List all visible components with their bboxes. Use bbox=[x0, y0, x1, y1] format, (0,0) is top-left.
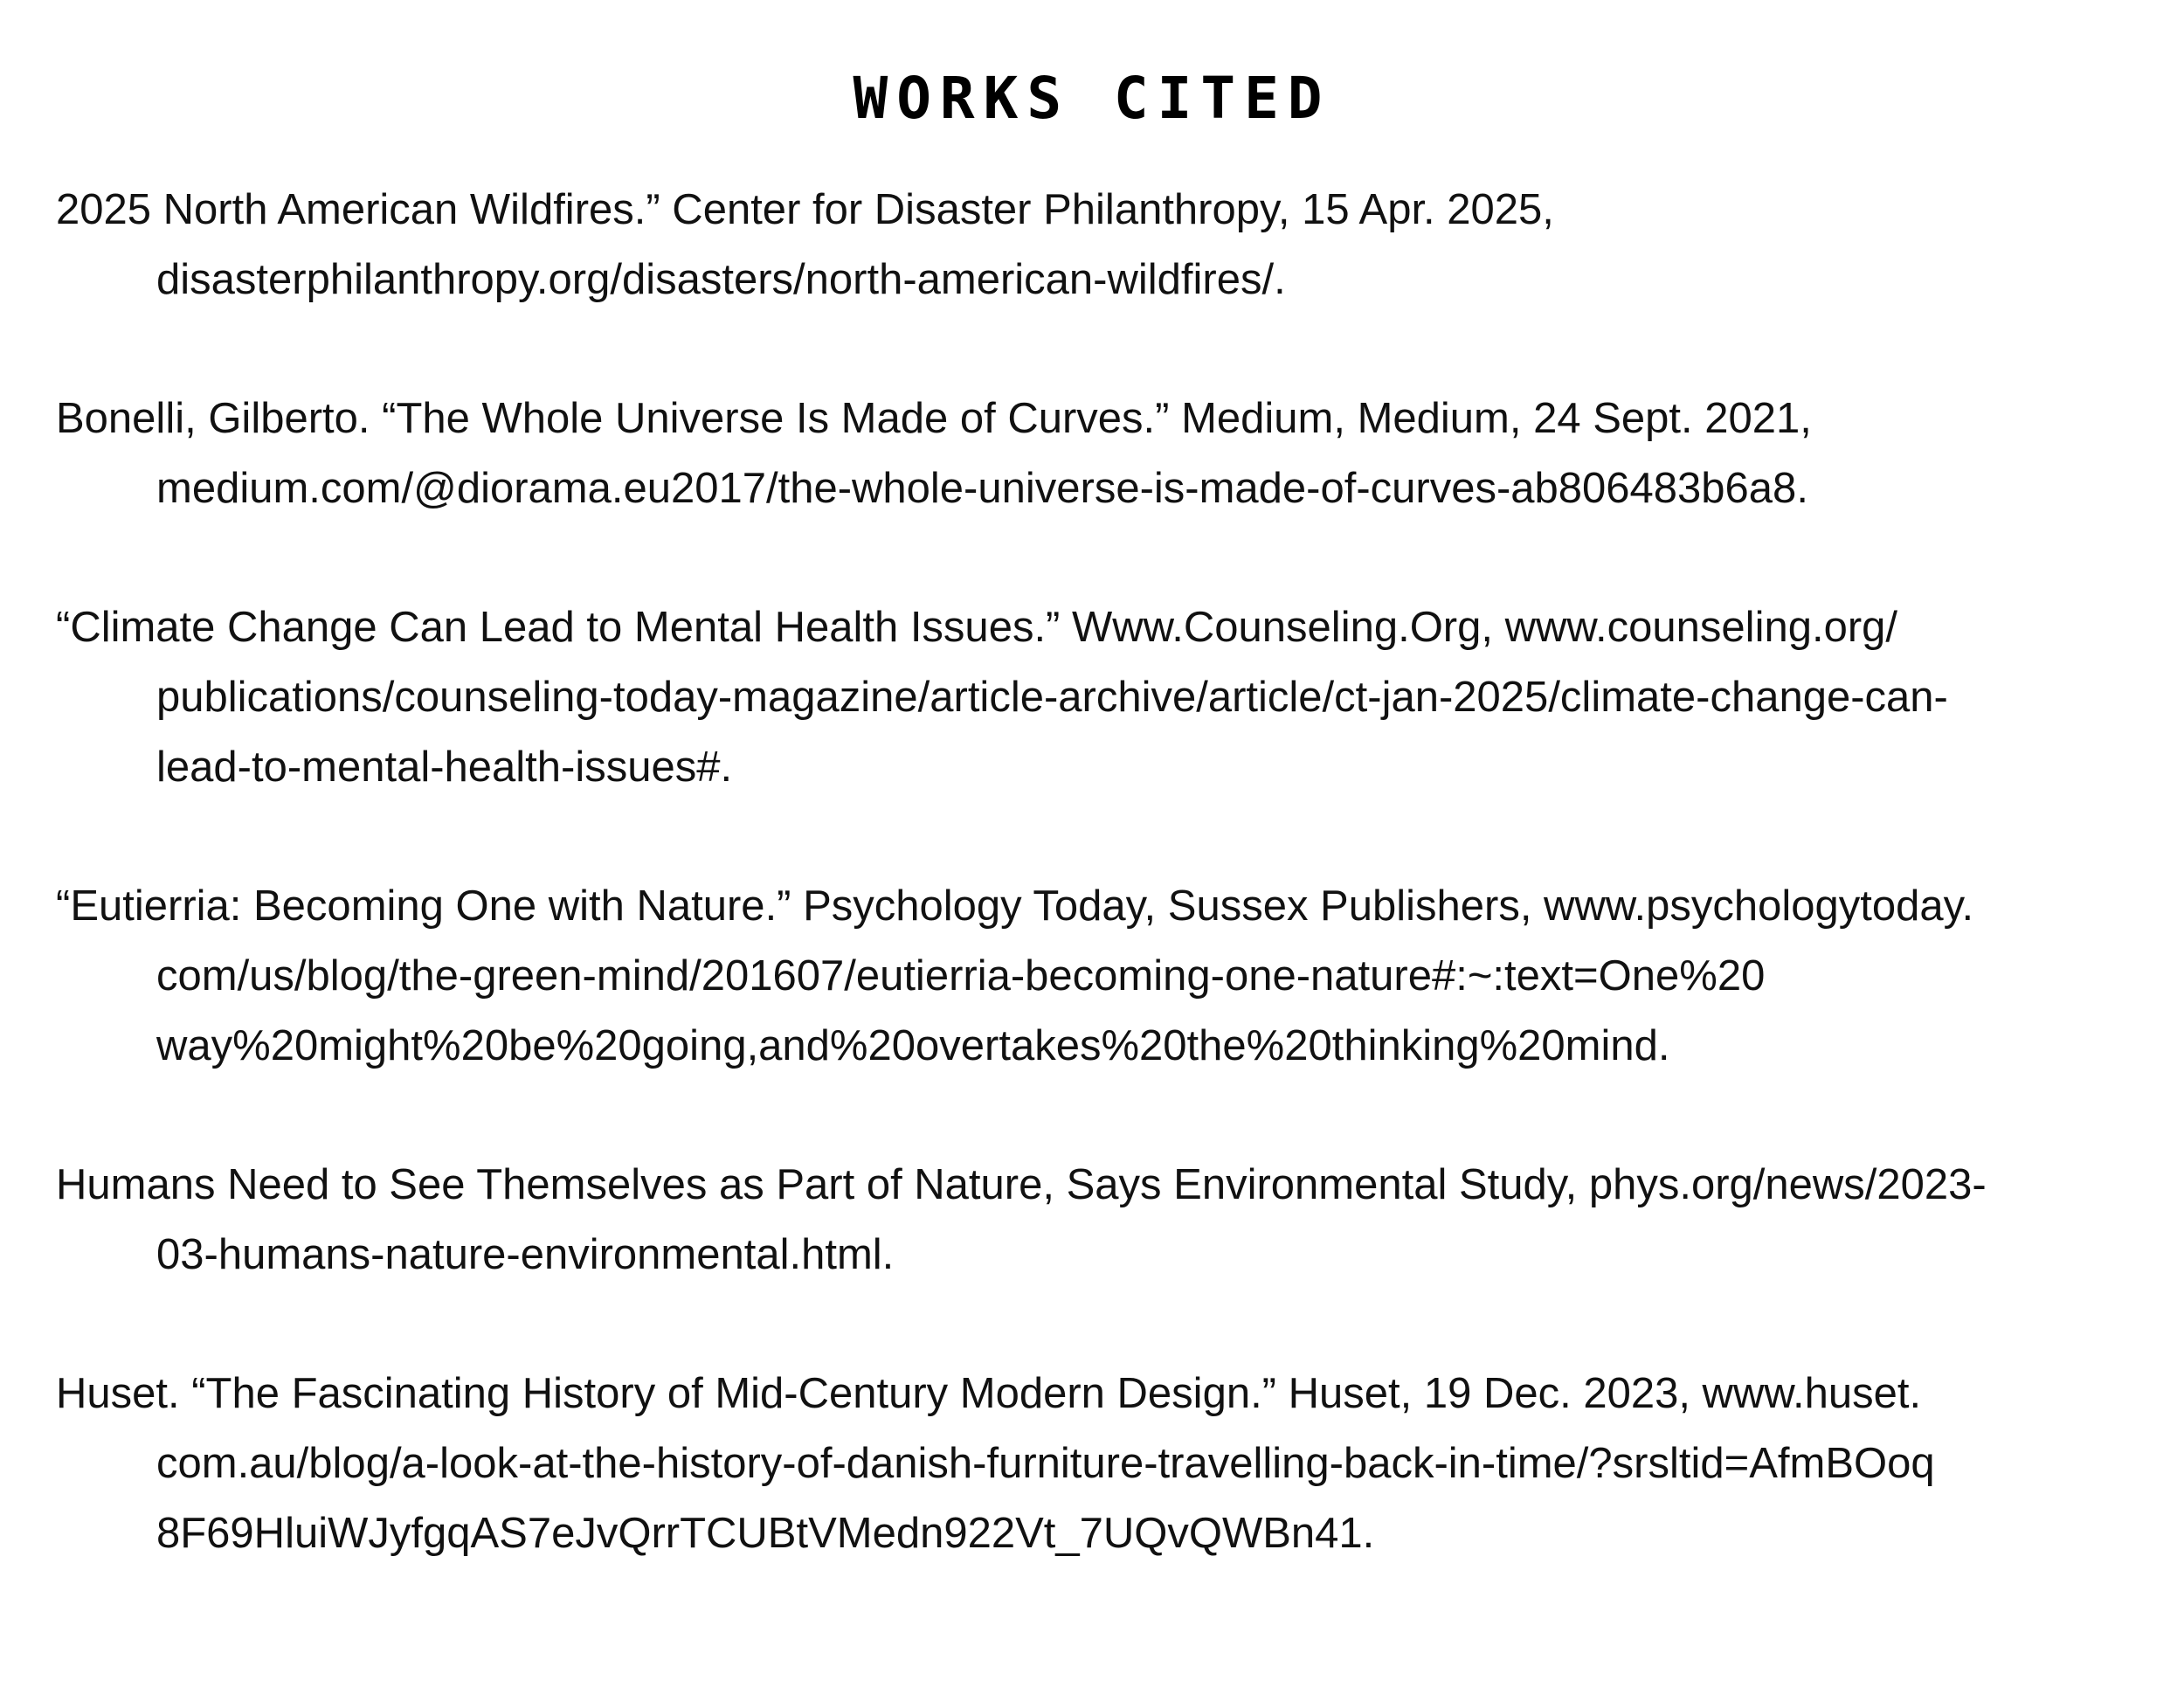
citation-list bbox=[56, 175, 2144, 1637]
citation-line: medium.com/@diorama.eu2017/the-whole-universe-is-made-of-curves-ab806483b6a8. bbox=[156, 465, 1808, 512]
citation-line: “Eutierria: Becoming One with Nature.” Psychology Today, Sussex Publishers, www.psychologytoday. bbox=[56, 882, 1974, 930]
citation-line: way%20might%20be%20going,and%20overtakes%20the%20thinking%20mind. bbox=[156, 1022, 1670, 1069]
citation-line: 2025 North American Wildfires.” Center for Disaster Philanthropy, 15 Apr. 2025, bbox=[56, 186, 1554, 233]
citation-entry bbox=[56, 592, 2144, 802]
citation-entry bbox=[56, 1359, 2144, 1568]
page-title: WORKS CITED bbox=[853, 65, 1331, 132]
citation-line: 8F69HluiWJyfgqAS7eJvQrrTCUBtVMedn922Vt_7UQvQWBn41. bbox=[156, 1510, 1375, 1557]
citation-entry bbox=[56, 871, 2144, 1081]
citation-line: com.au/blog/a-look-at-the-history-of-danish-furniture-travelling-back-in-time/?srsltid=AfmBOoq bbox=[156, 1440, 1935, 1487]
citation-line: disasterphilanthropy.org/disasters/north-american-wildfires/. bbox=[156, 256, 1286, 303]
citation-line: Huset. “The Fascinating History of Mid-Century Modern Design.” Huset, 19 Dec. 2023, www.huset. bbox=[56, 1370, 1922, 1417]
citation-entry bbox=[56, 1150, 2144, 1290]
citation-line: com/us/blog/the-green-mind/201607/eutierria-becoming-one-nature#:~:text=One%20 bbox=[156, 952, 1766, 1000]
citation-line: Bonelli, Gilberto. “The Whole Universe Is Made of Curves.” Medium, Medium, 24 Sept. 2021, bbox=[56, 395, 1812, 442]
citation-entry bbox=[56, 384, 2144, 523]
citation-line: lead-to-mental-health-issues#. bbox=[156, 744, 733, 791]
citation-entry bbox=[56, 175, 2144, 315]
citation-line: “Climate Change Can Lead to Mental Health Issues.” Www.Counseling.Org, www.counseling.org/ bbox=[56, 604, 1898, 651]
citation-line: 03-humans-nature-environmental.html. bbox=[156, 1231, 895, 1278]
citation-line: Humans Need to See Themselves as Part of Nature, Says Environmental Study, phys.org/news/2023- bbox=[56, 1161, 1987, 1208]
citation-line: publications/counseling-today-magazine/article-archive/article/ct-jan-2025/climate-change-can- bbox=[156, 674, 1948, 721]
